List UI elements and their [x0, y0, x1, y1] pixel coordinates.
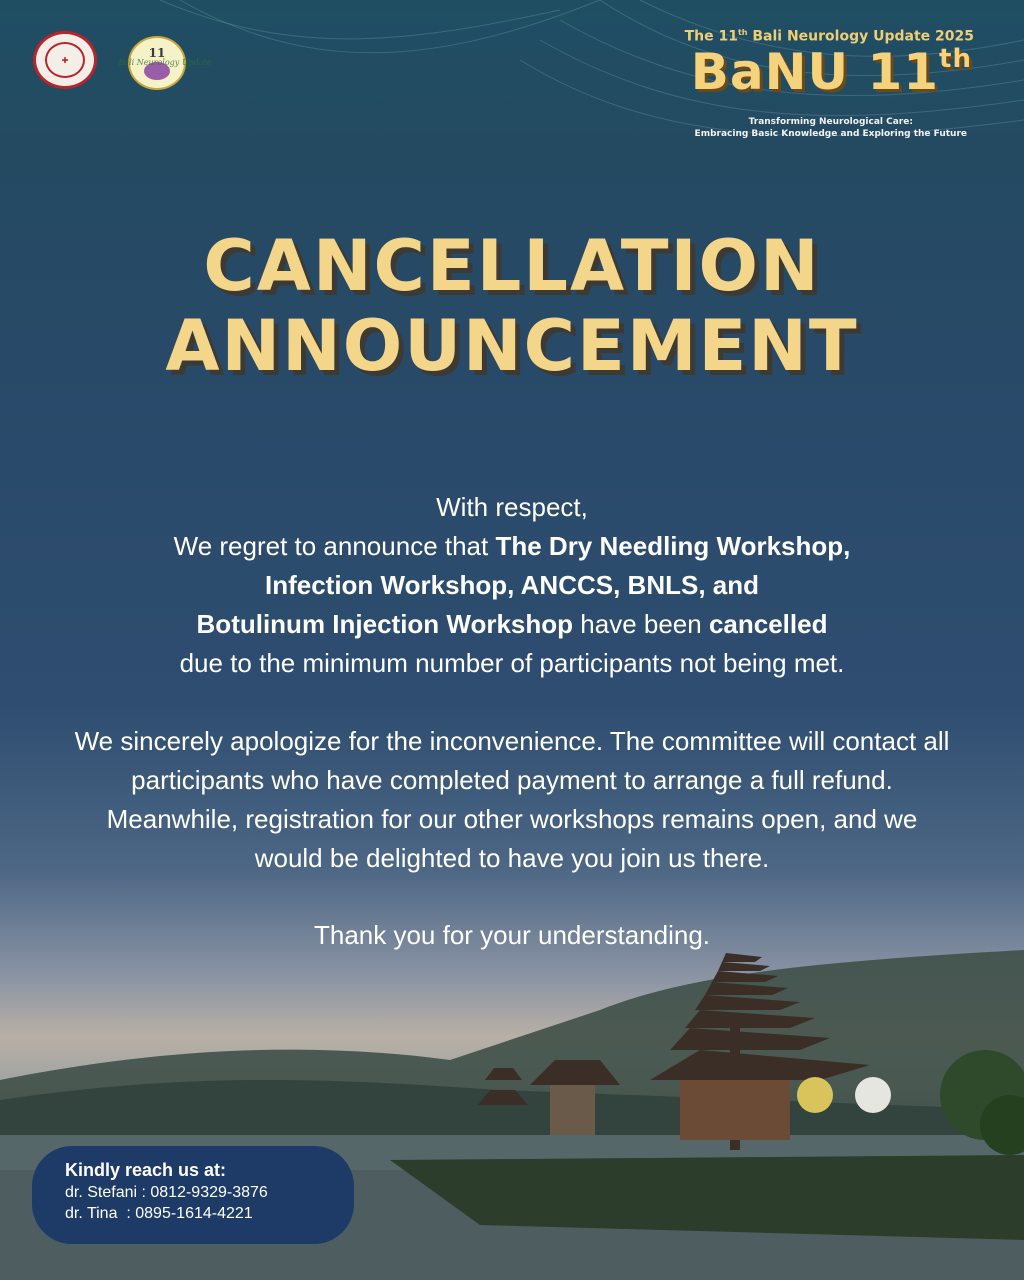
- title-line-1: CANCELLATION: [203, 225, 821, 307]
- event-tagline: Transforming Neurological Care: Embracing Basic Knowledge and Exploring the Future: [694, 117, 967, 139]
- logo-caption: Bali Neurology Update: [118, 58, 212, 67]
- perdossi-logo: [33, 31, 97, 89]
- contact-heading: Kindly reach us at:: [65, 1160, 227, 1180]
- brand-wordmark: BaNU 11th: [690, 43, 972, 101]
- caduceus-icon: ✚: [45, 42, 85, 78]
- announcement-paragraph: With respect, We regret to announce that The Dry Needling Workshop, Infection Workshop, ANCCS, BNLS, and Botulinum Injection Workshop have been cancelled due to the minimum number of participants not being met.: [173, 492, 851, 678]
- title-line-2: ANNOUNCEMENT: [165, 305, 859, 387]
- event-title: The 11th Bali Neurology Update 2025: [684, 28, 974, 45]
- apology-paragraph: We sincerely apologize for the inconvenience. The committee will contact all participants who have completed payment to arrange a full refund. Meanwhile, registration for our other workshops remains open, and we would be delighted to have you join us there.: [74, 726, 950, 873]
- contact-box: [32, 1146, 354, 1244]
- contact-tina: dr. Tina : 0895-1614-4221: [65, 1205, 253, 1222]
- logo-number: 11: [148, 46, 166, 60]
- contact-stefani: dr. Stefani : 0812-9329-3876: [65, 1184, 268, 1201]
- closing-line: Thank you for your understanding.: [313, 920, 711, 950]
